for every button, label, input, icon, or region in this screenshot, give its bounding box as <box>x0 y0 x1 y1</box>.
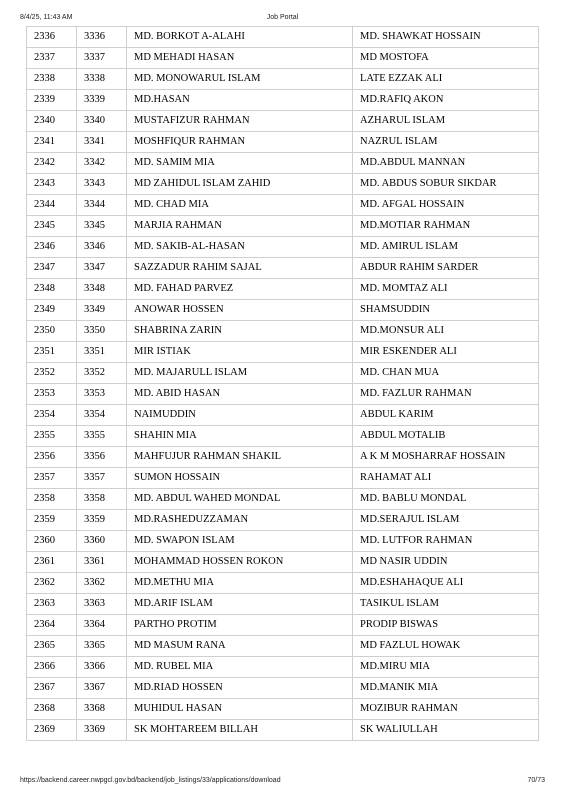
roll-cell: 3361 <box>77 552 127 573</box>
applicant-name-cell: SHAHIN MIA <box>127 426 353 447</box>
table-row <box>27 258 539 279</box>
serial-cell: 2353 <box>27 384 77 405</box>
applicant-name-cell: MD. RUBEL MIA <box>127 657 353 678</box>
roll-cell: 3337 <box>77 48 127 69</box>
table-row <box>27 174 539 195</box>
serial-cell: 2367 <box>27 678 77 699</box>
serial-cell: 2337 <box>27 48 77 69</box>
serial-cell: 2342 <box>27 153 77 174</box>
roll-cell: 3366 <box>77 657 127 678</box>
father-name-cell: MD. ABDUS SOBUR SIKDAR <box>353 174 539 195</box>
serial-cell: 2352 <box>27 363 77 384</box>
applicant-name-cell: SUMON HOSSAIN <box>127 468 353 489</box>
father-name-cell: MD MOSTOFA <box>353 48 539 69</box>
serial-cell: 2356 <box>27 447 77 468</box>
roll-cell: 3342 <box>77 153 127 174</box>
serial-cell: 2348 <box>27 279 77 300</box>
applicant-name-cell: PARTHO PROTIM <box>127 615 353 636</box>
father-name-cell: AZHARUL ISLAM <box>353 111 539 132</box>
father-name-cell: MD. CHAN MUA <box>353 363 539 384</box>
applicant-name-cell: MD ZAHIDUL ISLAM ZAHID <box>127 174 353 195</box>
table-row <box>27 27 539 48</box>
serial-cell: 2351 <box>27 342 77 363</box>
roll-cell: 3339 <box>77 90 127 111</box>
roll-cell: 3348 <box>77 279 127 300</box>
applicant-name-cell: SK MOHTAREEM BILLAH <box>127 720 353 741</box>
table-row <box>27 573 539 594</box>
applicant-name-cell: MD. ABID HASAN <box>127 384 353 405</box>
table-row <box>27 384 539 405</box>
father-name-cell: MD. FAZLUR RAHMAN <box>353 384 539 405</box>
father-name-cell: MD NASIR UDDIN <box>353 552 539 573</box>
applicant-name-cell: MARJIA RAHMAN <box>127 216 353 237</box>
roll-cell: 3354 <box>77 405 127 426</box>
applicant-name-cell: MIR ISTIAK <box>127 342 353 363</box>
roll-cell: 3356 <box>77 447 127 468</box>
roll-cell: 3357 <box>77 468 127 489</box>
table-row <box>27 216 539 237</box>
table-row <box>27 489 539 510</box>
roll-cell: 3362 <box>77 573 127 594</box>
table-row <box>27 321 539 342</box>
roll-cell: 3346 <box>77 237 127 258</box>
father-name-cell: TASIKUL ISLAM <box>353 594 539 615</box>
roll-cell: 3336 <box>77 27 127 48</box>
applicant-name-cell: MD MEHADI HASAN <box>127 48 353 69</box>
serial-cell: 2347 <box>27 258 77 279</box>
roll-cell: 3359 <box>77 510 127 531</box>
father-name-cell: MD. BABLU MONDAL <box>353 489 539 510</box>
applicant-name-cell: MD. FAHAD PARVEZ <box>127 279 353 300</box>
applicant-name-cell: ANOWAR HOSSEN <box>127 300 353 321</box>
applicant-name-cell: MD. SWAPON ISLAM <box>127 531 353 552</box>
applicant-name-cell: MD. ABDUL WAHED MONDAL <box>127 489 353 510</box>
applicant-name-cell: MD.ARIF ISLAM <box>127 594 353 615</box>
applicant-name-cell: SAZZADUR RAHIM SAJAL <box>127 258 353 279</box>
roll-cell: 3367 <box>77 678 127 699</box>
father-name-cell: MD.SERAJUL ISLAM <box>353 510 539 531</box>
father-name-cell: MD. AMIRUL ISLAM <box>353 237 539 258</box>
father-name-cell: MD. SHAWKAT HOSSAIN <box>353 27 539 48</box>
table-row <box>27 657 539 678</box>
father-name-cell: MD.MIRU MIA <box>353 657 539 678</box>
applicant-name-cell: MD.RASHEDUZZAMAN <box>127 510 353 531</box>
father-name-cell: SK WALIULLAH <box>353 720 539 741</box>
roll-cell: 3345 <box>77 216 127 237</box>
serial-cell: 2336 <box>27 27 77 48</box>
father-name-cell: MIR ESKENDER ALI <box>353 342 539 363</box>
roll-cell: 3347 <box>77 258 127 279</box>
table-row <box>27 552 539 573</box>
roll-cell: 3338 <box>77 69 127 90</box>
table-row <box>27 111 539 132</box>
applicants-table <box>26 26 539 741</box>
serial-cell: 2343 <box>27 174 77 195</box>
roll-cell: 3358 <box>77 489 127 510</box>
father-name-cell: MOZIBUR RAHMAN <box>353 699 539 720</box>
roll-cell: 3353 <box>77 384 127 405</box>
applicant-name-cell: SHABRINA ZARIN <box>127 321 353 342</box>
father-name-cell: ABDUR RAHIM SARDER <box>353 258 539 279</box>
father-name-cell: ABDUL KARIM <box>353 405 539 426</box>
serial-cell: 2344 <box>27 195 77 216</box>
serial-cell: 2338 <box>27 69 77 90</box>
serial-cell: 2341 <box>27 132 77 153</box>
father-name-cell: PRODIP BISWAS <box>353 615 539 636</box>
father-name-cell: NAZRUL ISLAM <box>353 132 539 153</box>
table-row <box>27 90 539 111</box>
applicant-name-cell: MOHAMMAD HOSSEN ROKON <box>127 552 353 573</box>
roll-cell: 3360 <box>77 531 127 552</box>
table-row <box>27 636 539 657</box>
applicant-name-cell: MD. SAMIM MIA <box>127 153 353 174</box>
father-name-cell: MD.MOTIAR RAHMAN <box>353 216 539 237</box>
table-row <box>27 510 539 531</box>
father-name-cell: MD. LUTFOR RAHMAN <box>353 531 539 552</box>
table-row <box>27 132 539 153</box>
roll-cell: 3343 <box>77 174 127 195</box>
roll-cell: 3340 <box>77 111 127 132</box>
serial-cell: 2361 <box>27 552 77 573</box>
roll-cell: 3363 <box>77 594 127 615</box>
applicant-name-cell: MUSTAFIZUR RAHMAN <box>127 111 353 132</box>
serial-cell: 2345 <box>27 216 77 237</box>
serial-cell: 2366 <box>27 657 77 678</box>
serial-cell: 2358 <box>27 489 77 510</box>
table-row <box>27 426 539 447</box>
applicant-name-cell: NAIMUDDIN <box>127 405 353 426</box>
father-name-cell: MD. AFGAL HOSSAIN <box>353 195 539 216</box>
applicant-name-cell: MAHFUJUR RAHMAN SHAKIL <box>127 447 353 468</box>
serial-cell: 2359 <box>27 510 77 531</box>
table-row <box>27 153 539 174</box>
source-url: https://backend.career.nwpgcl.gov.bd/backend/job_listings/33/applications/download <box>20 777 281 784</box>
page-title: Job Portal <box>266 14 299 21</box>
table-row <box>27 531 539 552</box>
applicant-name-cell: MD. MAJARULL ISLAM <box>127 363 353 384</box>
applicant-name-cell: MD.METHU MIA <box>127 573 353 594</box>
table-row <box>27 405 539 426</box>
father-name-cell: MD.RAFIQ AKON <box>353 90 539 111</box>
serial-cell: 2349 <box>27 300 77 321</box>
serial-cell: 2355 <box>27 426 77 447</box>
table-row <box>27 678 539 699</box>
applicant-name-cell: MD MASUM RANA <box>127 636 353 657</box>
father-name-cell: MD.ESHAHAQUE ALI <box>353 573 539 594</box>
applicant-name-cell: MD. CHAD MIA <box>127 195 353 216</box>
serial-cell: 2350 <box>27 321 77 342</box>
applicant-name-cell: MD. MONOWARUL ISLAM <box>127 69 353 90</box>
print-footer <box>0 777 565 789</box>
father-name-cell: ABDUL MOTALIB <box>353 426 539 447</box>
roll-cell: 3369 <box>77 720 127 741</box>
serial-cell: 2346 <box>27 237 77 258</box>
father-name-cell: RAHAMAT ALI <box>353 468 539 489</box>
serial-cell: 2357 <box>27 468 77 489</box>
table-row <box>27 300 539 321</box>
serial-cell: 2362 <box>27 573 77 594</box>
applicant-name-cell: MD.HASAN <box>127 90 353 111</box>
father-name-cell: LATE EZZAK ALI <box>353 69 539 90</box>
table-row <box>27 615 539 636</box>
father-name-cell: A K M MOSHARRAF HOSSAIN <box>353 447 539 468</box>
roll-cell: 3341 <box>77 132 127 153</box>
serial-cell: 2340 <box>27 111 77 132</box>
roll-cell: 3344 <box>77 195 127 216</box>
serial-cell: 2368 <box>27 699 77 720</box>
roll-cell: 3365 <box>77 636 127 657</box>
father-name-cell: MD.MANIK MIA <box>353 678 539 699</box>
father-name-cell: SHAMSUDDIN <box>353 300 539 321</box>
roll-cell: 3351 <box>77 342 127 363</box>
print-header <box>0 14 565 26</box>
applicant-name-cell: MD. SAKIB-AL-HASAN <box>127 237 353 258</box>
roll-cell: 3350 <box>77 321 127 342</box>
roll-cell: 3349 <box>77 300 127 321</box>
serial-cell: 2360 <box>27 531 77 552</box>
table-row <box>27 69 539 90</box>
serial-cell: 2354 <box>27 405 77 426</box>
serial-cell: 2364 <box>27 615 77 636</box>
applicant-name-cell: MOSHFIQUR RAHMAN <box>127 132 353 153</box>
applicant-name-cell: MUHIDUL HASAN <box>127 699 353 720</box>
serial-cell: 2365 <box>27 636 77 657</box>
table-row <box>27 195 539 216</box>
table-row <box>27 48 539 69</box>
print-datetime: 8/4/25, 11:43 AM <box>20 14 73 21</box>
table-row <box>27 279 539 300</box>
roll-cell: 3364 <box>77 615 127 636</box>
table-row <box>27 447 539 468</box>
table-row <box>27 342 539 363</box>
father-name-cell: MD.ABDUL MANNAN <box>353 153 539 174</box>
applicant-name-cell: MD.RIAD HOSSEN <box>127 678 353 699</box>
serial-cell: 2363 <box>27 594 77 615</box>
page-number: 70/73 <box>527 777 545 784</box>
table-row <box>27 699 539 720</box>
table-row <box>27 237 539 258</box>
table-row <box>27 468 539 489</box>
table-row <box>27 594 539 615</box>
table-row <box>27 363 539 384</box>
father-name-cell: MD. MOMTAZ ALI <box>353 279 539 300</box>
roll-cell: 3355 <box>77 426 127 447</box>
roll-cell: 3352 <box>77 363 127 384</box>
serial-cell: 2369 <box>27 720 77 741</box>
serial-cell: 2339 <box>27 90 77 111</box>
father-name-cell: MD FAZLUL HOWAK <box>353 636 539 657</box>
roll-cell: 3368 <box>77 699 127 720</box>
father-name-cell: MD.MONSUR ALI <box>353 321 539 342</box>
table-row <box>27 720 539 741</box>
applicant-name-cell: MD. BORKOT A-ALAHI <box>127 27 353 48</box>
